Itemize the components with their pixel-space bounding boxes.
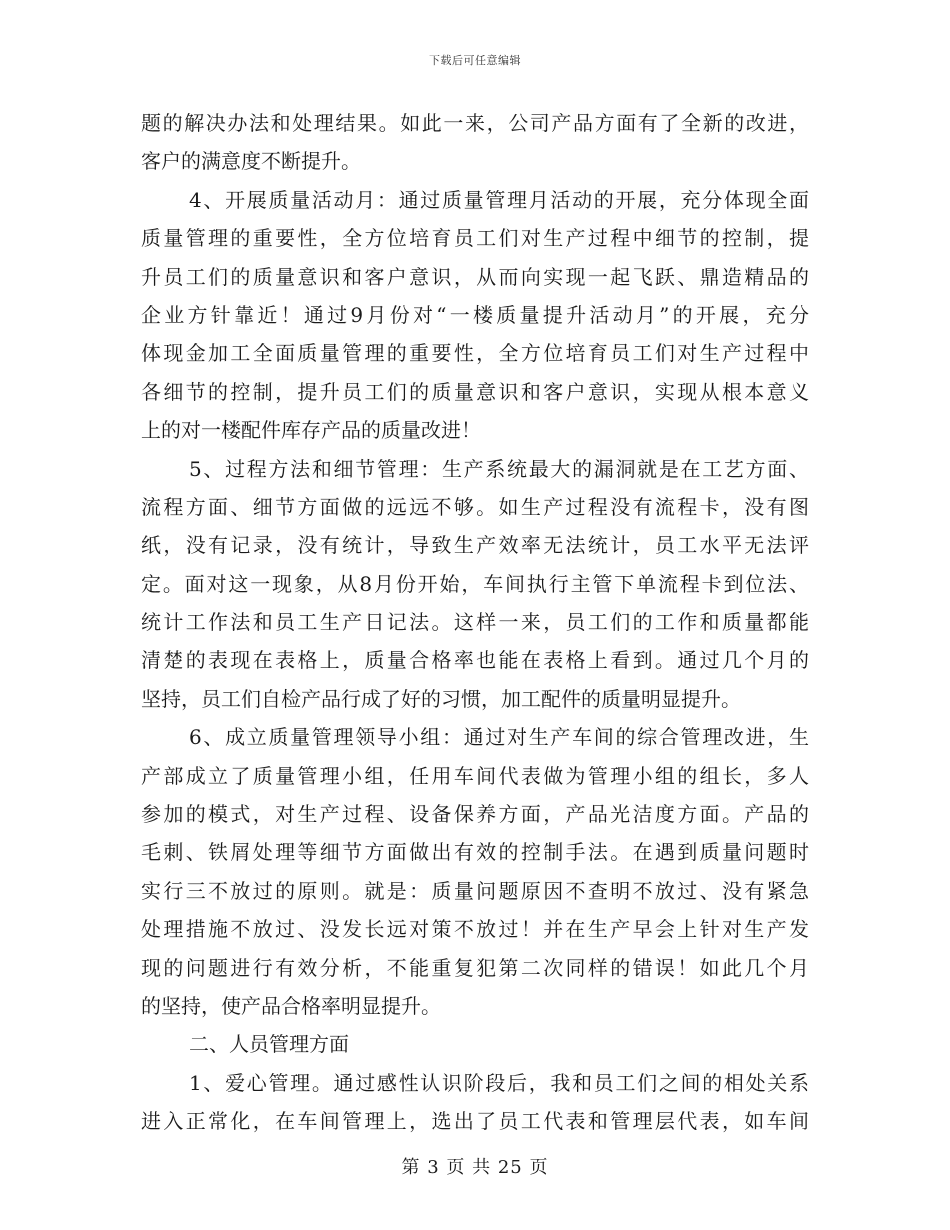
page-number-footer: 第 3 页 共 25 页 — [401, 1157, 549, 1178]
document-body — [141, 104, 809, 1141]
text-line: 上的对一楼配件库存产品的质量改进！ — [141, 418, 481, 443]
text-line: 各细节的控制，提升员工们的质量意识和客户意识，实现从根本意义 — [141, 379, 809, 404]
text-line: 清楚的表现在表格上，质量合格率也能在表格上看到。通过几个月的 — [141, 648, 809, 673]
text-line: 现的问题进行有效分析，不能重复犯第二次同样的错误！如此几个月 — [141, 955, 809, 980]
text-line: 4、开展质量活动月：通过质量管理月活动的开展，充分体现全面 — [189, 187, 809, 212]
text-line: 1、爱心管理。通过感性认识阶段后，我和员工们之间的相处关系 — [189, 1070, 809, 1095]
text-line: 进入正常化，在车间管理上，选出了员工代表和管理层代表，如车间 — [141, 1109, 809, 1134]
text-line: 坚持，员工们自检产品行成了好的习惯，加工配件的质量明显提升。 — [141, 686, 741, 711]
text-line: 质量管理的重要性，全方位培育员工们对生产过程中细节的控制，提 — [141, 226, 809, 251]
text-line: 5、过程方法和细节管理：生产系统最大的漏洞就是在工艺方面、 — [189, 456, 809, 481]
text-line: 处理措施不放过、没发长远对策不放过！并在生产早会上针对生产发 — [141, 917, 809, 942]
text-line: 纸，没有记录，没有统计，导致生产效率无法统计，员工水平无法评 — [141, 533, 809, 558]
page-header: 下载后可任意编辑 — [429, 54, 521, 67]
text-line: 客户的满意度不断提升。 — [141, 149, 361, 174]
text-line: 升员工们的质量意识和客户意识，从而向实现一起飞跃、鼎造精品的 — [141, 264, 809, 289]
text-line: 的坚持，使产品合格率明显提升。 — [141, 993, 441, 1018]
text-line: 6、成立质量管理领导小组：通过对生产车间的综合管理改进，生 — [189, 725, 809, 750]
text-line: 定。面对这一现象，从8月份开始，车间执行主管下单流程卡到位法、 — [141, 571, 809, 596]
text-line: 产部成立了质量管理小组，任用车间代表做为管理小组的组长，多人 — [141, 763, 809, 788]
text-line: 体现金加工全面质量管理的重要性，全方位培育员工们对生产过程中 — [141, 341, 809, 366]
text-line: 企业方针靠近！通过9月份对“一楼质量提升活动月”的开展，充分 — [141, 302, 809, 327]
text-line: 流程方面、细节方面做的远远不够。如生产过程没有流程卡，没有图 — [141, 494, 809, 519]
section-heading: 二、人员管理方面 — [189, 1032, 349, 1057]
text-line: 题的解决办法和处理结果。如此一来，公司产品方面有了全新的改进， — [141, 111, 809, 135]
text-line: 统计工作法和员工生产日记法。这样一来，员工们的工作和质量都能 — [141, 610, 809, 635]
text-line: 参加的模式，对生产过程、设备保养方面，产品光洁度方面。产品的 — [141, 802, 809, 827]
text-line: 毛刺、铁屑处理等细节方面做出有效的控制手法。在遇到质量问题时 — [141, 840, 809, 865]
text-line: 实行三不放过的原则。就是：质量问题原因不查明不放过、没有紧急 — [141, 878, 809, 903]
